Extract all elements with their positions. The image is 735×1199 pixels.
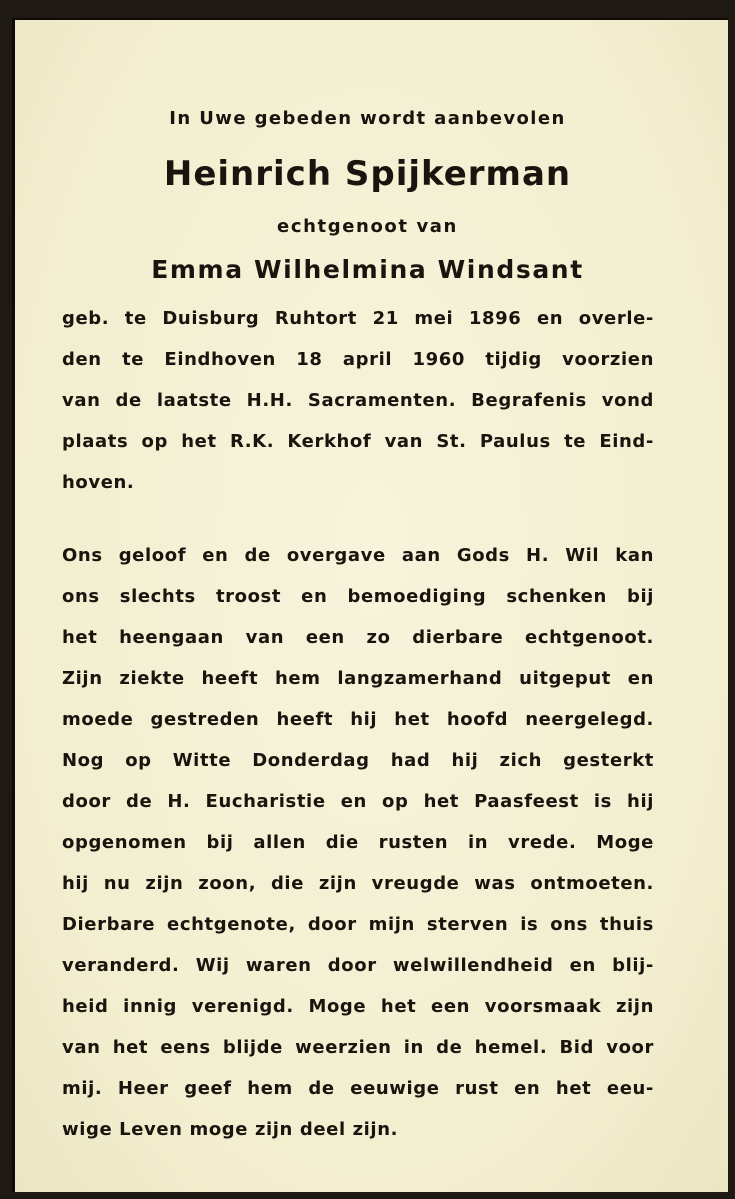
bio-line: geb. te Duisburg Ruhtort 21 mei 1896 en overle-: [62, 308, 654, 329]
text-line: Ons geloof en de overgave aan Gods H. Wil kan: [62, 545, 654, 566]
text-line: wige Leven moge zijn deel zijn.: [62, 1119, 399, 1140]
text-line: het heengaan van een zo dierbare echtgenoot.: [62, 627, 654, 648]
text-line: mij. Heer geef hem de eeuwige rust en het eeu-: [62, 1078, 654, 1099]
relation-line: echtgenoot van: [277, 216, 458, 237]
text-line: Nog op Witte Donderdag had hij zich gesterkt: [62, 750, 654, 771]
text-line: veranderd. Wij waren door welwillendheid en blij-: [62, 955, 654, 976]
bio-line: plaats op het R.K. Kerkhof van St. Paulus te Eind-: [62, 431, 654, 452]
intro-line: In Uwe gebeden wordt aanbevolen: [169, 108, 566, 129]
text-line: van het eens blijde weerzien in de hemel. Bid voor: [62, 1037, 654, 1058]
spouse-name: Emma Wilhelmina Windsant: [151, 255, 584, 284]
bio-line: den te Eindhoven 18 april 1960 tijdig voorzien: [62, 349, 654, 370]
deceased-name: Heinrich Spijkerman: [163, 154, 572, 194]
text-line: moede gestreden heeft hij het hoofd neergelegd.: [62, 709, 654, 730]
text-line: Dierbare echtgenote, door mijn sterven is ons thuis: [62, 914, 654, 935]
text-line: Zijn ziekte heeft hem langzamerhand uitgeput en: [62, 668, 654, 689]
text-line: opgenomen bij allen die rusten in vrede. Moge: [62, 832, 654, 853]
text-line: ons slechts troost en bemoediging schenken bij: [62, 586, 654, 607]
text-line: door de H. Eucharistie en op het Paasfeest is hij: [62, 791, 654, 812]
bio-line: van de laatste H.H. Sacramenten. Begrafenis vond: [62, 390, 654, 411]
text-line: hij nu zijn zoon, die zijn vreugde was ontmoeten.: [62, 873, 654, 894]
bio-line: hoven.: [62, 472, 135, 493]
text-line: heid innig verenigd. Moge het een voorsmaak zijn: [62, 996, 654, 1017]
